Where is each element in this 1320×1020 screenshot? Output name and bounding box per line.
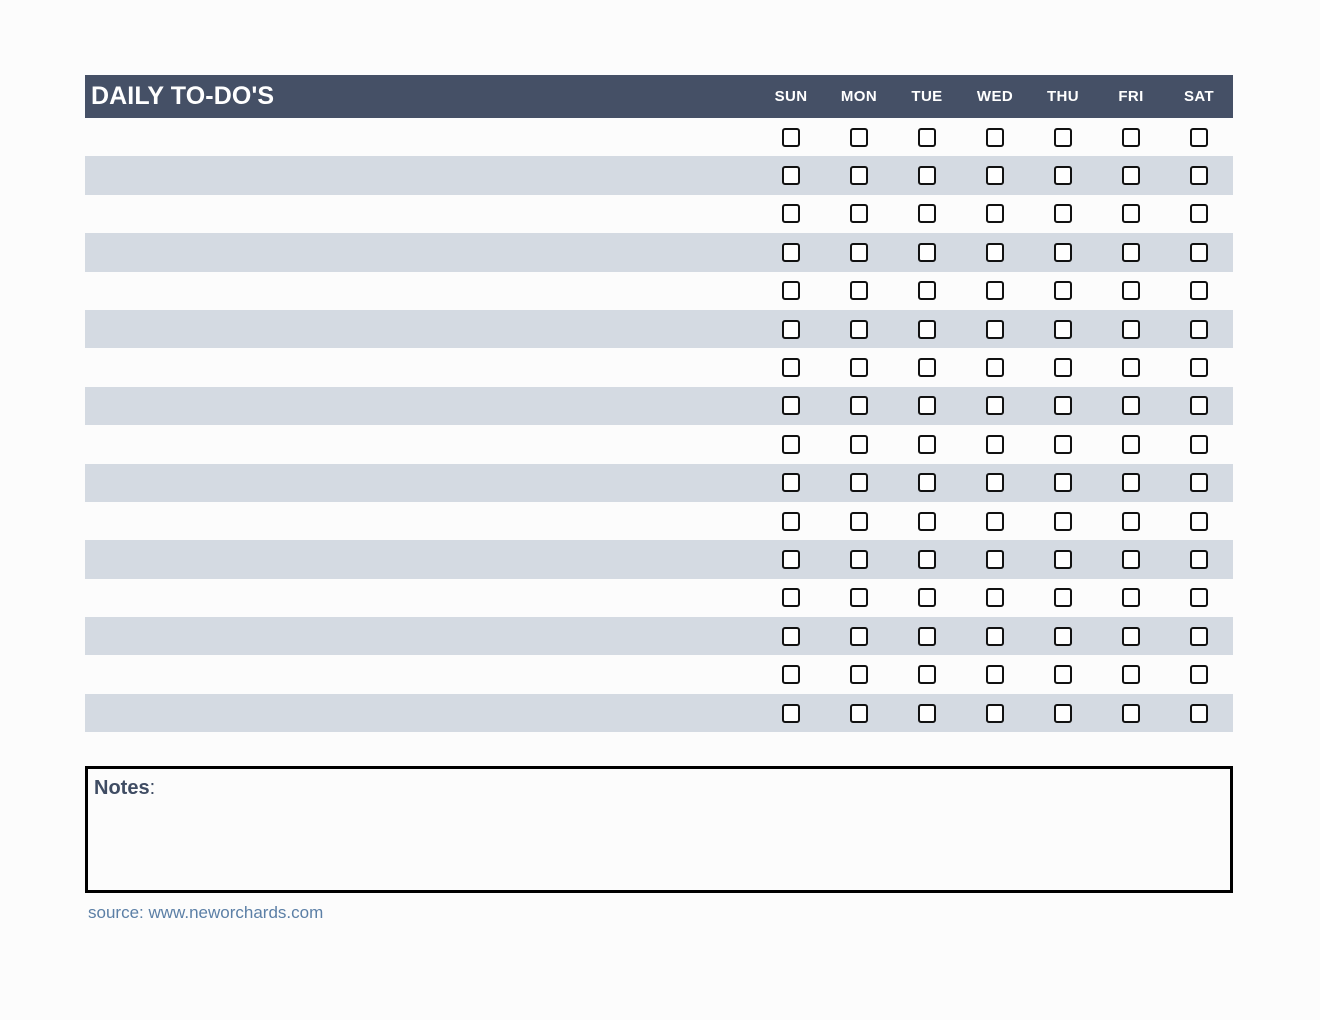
checkbox-cell-sun[interactable]: [757, 665, 825, 684]
checkbox-cell-sat[interactable]: [1165, 243, 1233, 262]
checkbox-icon[interactable]: [918, 320, 936, 339]
checkbox-cell-thu[interactable]: [1029, 550, 1097, 569]
checkbox-group: [757, 272, 1233, 310]
checkbox-cell-fri[interactable]: [1097, 665, 1165, 684]
checkbox-cell-fri[interactable]: [1097, 473, 1165, 492]
checkbox-cell-sun[interactable]: [757, 243, 825, 262]
checkbox-group: [757, 579, 1233, 617]
checkbox-icon[interactable]: [782, 204, 800, 223]
checkbox-icon[interactable]: [1054, 281, 1072, 300]
checkbox-cell-sat[interactable]: [1165, 550, 1233, 569]
table-row: [85, 694, 1233, 732]
checkbox-cell-wed[interactable]: [961, 281, 1029, 300]
checkbox-cell-fri[interactable]: [1097, 588, 1165, 607]
checkbox-cell-fri[interactable]: [1097, 550, 1165, 569]
checkbox-icon[interactable]: [782, 396, 800, 415]
checkbox-icon[interactable]: [918, 704, 936, 723]
daily-todo-table: [85, 75, 1233, 732]
checkbox-group: [757, 655, 1233, 693]
checkbox-icon[interactable]: [850, 550, 868, 569]
checkbox-cell-tue[interactable]: [893, 473, 961, 492]
checkbox-cell-sun[interactable]: [757, 204, 825, 223]
checkbox-icon[interactable]: [1122, 435, 1140, 454]
checkbox-cell-sat[interactable]: [1165, 588, 1233, 607]
notes-label-text: Notes: [94, 777, 150, 799]
checkbox-cell-thu[interactable]: [1029, 320, 1097, 339]
checkbox-icon[interactable]: [850, 473, 868, 492]
task-input[interactable]: [85, 540, 757, 578]
checkbox-icon[interactable]: [782, 512, 800, 531]
table-row: [85, 156, 1233, 194]
checkbox-cell-thu[interactable]: [1029, 166, 1097, 185]
table-header-bar: [85, 75, 1233, 118]
checkbox-icon[interactable]: [1122, 243, 1140, 262]
checkbox-icon[interactable]: [918, 243, 936, 262]
checkbox-group: [757, 156, 1233, 194]
checkbox-icon[interactable]: [850, 704, 868, 723]
checkbox-icon[interactable]: [1054, 243, 1072, 262]
table-row: [85, 425, 1233, 463]
source-attribution: source: www.neworchards.com: [88, 903, 324, 922]
checkbox-cell-sat[interactable]: [1165, 396, 1233, 415]
checkbox-cell-sat[interactable]: [1165, 627, 1233, 646]
checkbox-cell-mon[interactable]: [825, 550, 893, 569]
task-input[interactable]: [85, 655, 757, 693]
table-row: [85, 464, 1233, 502]
checkbox-cell-wed[interactable]: [961, 550, 1029, 569]
checkbox-icon[interactable]: [1190, 512, 1208, 531]
checkbox-cell-sat[interactable]: [1165, 473, 1233, 492]
checkbox-cell-sun[interactable]: [757, 281, 825, 300]
checkbox-cell-sat[interactable]: [1165, 512, 1233, 531]
checkbox-cell-sat[interactable]: [1165, 281, 1233, 300]
checkbox-cell-thu[interactable]: [1029, 627, 1097, 646]
checkbox-cell-sun[interactable]: [757, 128, 825, 147]
checkbox-cell-mon[interactable]: [825, 320, 893, 339]
checkbox-icon[interactable]: [782, 550, 800, 569]
checkbox-icon[interactable]: [850, 512, 868, 531]
checkbox-icon[interactable]: [986, 281, 1004, 300]
checkbox-icon[interactable]: [1054, 512, 1072, 531]
checkbox-icon[interactable]: [782, 358, 800, 377]
task-input[interactable]: [85, 195, 757, 233]
checkbox-icon[interactable]: [850, 665, 868, 684]
checkbox-cell-wed[interactable]: [961, 627, 1029, 646]
checkbox-icon[interactable]: [918, 128, 936, 147]
checkbox-icon[interactable]: [986, 128, 1004, 147]
checkbox-icon[interactable]: [1054, 166, 1072, 185]
checkbox-icon[interactable]: [850, 627, 868, 646]
checkbox-cell-wed[interactable]: [961, 166, 1029, 185]
checkbox-icon[interactable]: [1122, 281, 1140, 300]
checkbox-icon[interactable]: [850, 166, 868, 185]
checkbox-icon[interactable]: [1190, 473, 1208, 492]
checkbox-cell-sun[interactable]: [757, 512, 825, 531]
checkbox-cell-sat[interactable]: [1165, 358, 1233, 377]
checkbox-cell-fri[interactable]: [1097, 204, 1165, 223]
checkbox-cell-tue[interactable]: [893, 396, 961, 415]
checkbox-cell-wed[interactable]: [961, 704, 1029, 723]
checkbox-cell-mon[interactable]: [825, 665, 893, 684]
checkbox-icon[interactable]: [850, 435, 868, 454]
checkbox-icon[interactable]: [986, 473, 1004, 492]
checkbox-cell-sun[interactable]: [757, 588, 825, 607]
checkbox-icon[interactable]: [1122, 550, 1140, 569]
table-row: [85, 233, 1233, 271]
checkbox-icon[interactable]: [918, 627, 936, 646]
checkbox-cell-fri[interactable]: [1097, 512, 1165, 531]
checkbox-cell-thu[interactable]: [1029, 243, 1097, 262]
table-row: [85, 655, 1233, 693]
task-input[interactable]: [85, 272, 757, 310]
checkbox-cell-mon[interactable]: [825, 704, 893, 723]
checkbox-icon[interactable]: [850, 588, 868, 607]
checkbox-cell-wed[interactable]: [961, 588, 1029, 607]
day-column-header-mon: MON: [840, 88, 878, 105]
task-input[interactable]: [85, 387, 757, 425]
checkbox-icon[interactable]: [1054, 627, 1072, 646]
task-input[interactable]: [85, 502, 757, 540]
checkbox-group: [757, 118, 1233, 156]
checkbox-cell-tue[interactable]: [893, 204, 961, 223]
checkbox-cell-thu[interactable]: [1029, 473, 1097, 492]
checkbox-icon[interactable]: [1054, 320, 1072, 339]
checkbox-icon[interactable]: [986, 588, 1004, 607]
checkbox-icon[interactable]: [1122, 320, 1140, 339]
table-row: [85, 195, 1233, 233]
checkbox-cell-tue[interactable]: [893, 435, 961, 454]
checkbox-cell-sun[interactable]: [757, 396, 825, 415]
checkbox-cell-thu[interactable]: [1029, 512, 1097, 531]
table-row: [85, 617, 1233, 655]
checkbox-cell-mon[interactable]: [825, 358, 893, 377]
checkbox-icon[interactable]: [986, 204, 1004, 223]
checkbox-group: [757, 195, 1233, 233]
checkbox-icon[interactable]: [850, 243, 868, 262]
task-input[interactable]: [85, 348, 757, 386]
checkbox-cell-wed[interactable]: [961, 435, 1029, 454]
checkbox-icon[interactable]: [1122, 627, 1140, 646]
table-row: [85, 579, 1233, 617]
checkbox-icon[interactable]: [850, 358, 868, 377]
checkbox-icon[interactable]: [1054, 473, 1072, 492]
checkbox-icon[interactable]: [1190, 358, 1208, 377]
checkbox-cell-sat[interactable]: [1165, 665, 1233, 684]
checkbox-cell-mon[interactable]: [825, 281, 893, 300]
task-input[interactable]: [85, 233, 757, 271]
day-column-header-wed: WED: [976, 88, 1014, 105]
checkbox-cell-mon[interactable]: [825, 204, 893, 223]
checkbox-icon[interactable]: [986, 435, 1004, 454]
checkbox-icon[interactable]: [850, 128, 868, 147]
notes-label: [88, 769, 1230, 800]
checkbox-cell-fri[interactable]: [1097, 281, 1165, 300]
checkbox-cell-sun[interactable]: [757, 435, 825, 454]
checkbox-cell-mon[interactable]: [825, 473, 893, 492]
checkbox-icon[interactable]: [1122, 128, 1140, 147]
checkbox-icon[interactable]: [850, 396, 868, 415]
checkbox-cell-sat[interactable]: [1165, 320, 1233, 339]
day-column-header-thu: THU: [1046, 88, 1080, 105]
table-row: [85, 502, 1233, 540]
checkbox-cell-wed[interactable]: [961, 320, 1029, 339]
checkbox-icon[interactable]: [1190, 665, 1208, 684]
checkbox-cell-sat[interactable]: [1165, 128, 1233, 147]
checkbox-cell-thu[interactable]: [1029, 128, 1097, 147]
checkbox-icon[interactable]: [1054, 665, 1072, 684]
checkbox-group: [757, 617, 1233, 655]
checkbox-cell-tue[interactable]: [893, 588, 961, 607]
checkbox-icon[interactable]: [918, 358, 936, 377]
checkbox-icon[interactable]: [1190, 435, 1208, 454]
checkbox-icon[interactable]: [918, 435, 936, 454]
checkbox-icon[interactable]: [986, 512, 1004, 531]
checkbox-group: [757, 387, 1233, 425]
notes-label-colon: :: [149, 777, 156, 799]
checkbox-cell-fri[interactable]: [1097, 396, 1165, 415]
checkbox-cell-wed[interactable]: [961, 396, 1029, 415]
checkbox-icon[interactable]: [1122, 588, 1140, 607]
checkbox-cell-tue[interactable]: [893, 243, 961, 262]
checkbox-group: [757, 502, 1233, 540]
checkbox-cell-tue[interactable]: [893, 128, 961, 147]
checkbox-cell-sun[interactable]: [757, 166, 825, 185]
checkbox-icon[interactable]: [986, 550, 1004, 569]
checkbox-icon[interactable]: [1190, 128, 1208, 147]
checkbox-icon[interactable]: [918, 396, 936, 415]
checkbox-icon[interactable]: [1190, 243, 1208, 262]
checkbox-cell-thu[interactable]: [1029, 435, 1097, 454]
checkbox-icon[interactable]: [1122, 473, 1140, 492]
checkbox-icon[interactable]: [1190, 627, 1208, 646]
checkbox-cell-thu[interactable]: [1029, 281, 1097, 300]
checkbox-cell-mon[interactable]: [825, 627, 893, 646]
checkbox-cell-fri[interactable]: [1097, 166, 1165, 185]
checkbox-icon[interactable]: [1190, 396, 1208, 415]
day-header-group: [757, 88, 1233, 105]
task-input[interactable]: [85, 156, 757, 194]
checkbox-icon[interactable]: [986, 320, 1004, 339]
checkbox-icon[interactable]: [986, 166, 1004, 185]
checkbox-cell-sun[interactable]: [757, 320, 825, 339]
checkbox-cell-sun[interactable]: [757, 473, 825, 492]
table-row: [85, 348, 1233, 386]
checkbox-cell-mon[interactable]: [825, 396, 893, 415]
day-column-header-sat: SAT: [1183, 88, 1215, 105]
checkbox-cell-fri[interactable]: [1097, 358, 1165, 377]
checkbox-icon[interactable]: [850, 320, 868, 339]
table-row: [85, 310, 1233, 348]
checkbox-cell-wed[interactable]: [961, 665, 1029, 684]
checkbox-cell-sat[interactable]: [1165, 435, 1233, 454]
table-body: [85, 118, 1233, 732]
notes-box[interactable]: [85, 766, 1233, 893]
checkbox-icon[interactable]: [782, 627, 800, 646]
task-input[interactable]: [85, 118, 757, 156]
checkbox-icon[interactable]: [1054, 704, 1072, 723]
checkbox-icon[interactable]: [1190, 320, 1208, 339]
checkbox-icon[interactable]: [1122, 166, 1140, 185]
checkbox-icon[interactable]: [986, 396, 1004, 415]
checkbox-cell-wed[interactable]: [961, 473, 1029, 492]
checkbox-icon[interactable]: [1122, 512, 1140, 531]
checkbox-cell-wed[interactable]: [961, 512, 1029, 531]
checkbox-group: [757, 233, 1233, 271]
checkbox-group: [757, 425, 1233, 463]
checkbox-icon[interactable]: [986, 627, 1004, 646]
checkbox-cell-mon[interactable]: [825, 166, 893, 185]
checkbox-cell-thu[interactable]: [1029, 665, 1097, 684]
checkbox-icon[interactable]: [1054, 128, 1072, 147]
checkbox-group: [757, 694, 1233, 732]
checkbox-icon[interactable]: [1054, 204, 1072, 223]
checkbox-cell-tue[interactable]: [893, 627, 961, 646]
checkbox-icon[interactable]: [1054, 588, 1072, 607]
checkbox-icon[interactable]: [1122, 665, 1140, 684]
checkbox-icon[interactable]: [1190, 588, 1208, 607]
table-row: [85, 540, 1233, 578]
day-column-header-fri: FRI: [1118, 88, 1144, 105]
checkbox-cell-tue[interactable]: [893, 512, 961, 531]
checkbox-group: [757, 310, 1233, 348]
checkbox-cell-mon[interactable]: [825, 435, 893, 454]
checkbox-icon[interactable]: [1122, 396, 1140, 415]
checkbox-cell-sat[interactable]: [1165, 166, 1233, 185]
checkbox-cell-fri[interactable]: [1097, 627, 1165, 646]
checkbox-icon[interactable]: [1190, 550, 1208, 569]
table-row: [85, 387, 1233, 425]
checkbox-cell-mon[interactable]: [825, 588, 893, 607]
checkbox-cell-fri[interactable]: [1097, 704, 1165, 723]
checkbox-icon[interactable]: [918, 204, 936, 223]
checkbox-icon[interactable]: [918, 550, 936, 569]
task-input[interactable]: [85, 617, 757, 655]
checkbox-cell-tue[interactable]: [893, 358, 961, 377]
task-input[interactable]: [85, 464, 757, 502]
checkbox-icon[interactable]: [986, 243, 1004, 262]
checkbox-icon[interactable]: [850, 204, 868, 223]
checkbox-icon[interactable]: [986, 704, 1004, 723]
checkbox-icon[interactable]: [1190, 166, 1208, 185]
page-title: DAILY TO-DO'S: [91, 82, 275, 110]
checkbox-icon[interactable]: [782, 588, 800, 607]
day-column-header-sun: SUN: [774, 88, 808, 105]
checkbox-icon[interactable]: [1054, 396, 1072, 415]
checkbox-cell-sat[interactable]: [1165, 704, 1233, 723]
checkbox-cell-thu[interactable]: [1029, 588, 1097, 607]
checkbox-cell-thu[interactable]: [1029, 204, 1097, 223]
checkbox-cell-mon[interactable]: [825, 512, 893, 531]
checkbox-cell-fri[interactable]: [1097, 320, 1165, 339]
checkbox-cell-wed[interactable]: [961, 128, 1029, 147]
day-column-header-tue: TUE: [911, 88, 943, 105]
checkbox-icon[interactable]: [782, 243, 800, 262]
checkbox-cell-tue[interactable]: [893, 550, 961, 569]
checkbox-cell-tue[interactable]: [893, 281, 961, 300]
checkbox-icon[interactable]: [918, 166, 936, 185]
checkbox-icon[interactable]: [782, 704, 800, 723]
checkbox-cell-tue[interactable]: [893, 166, 961, 185]
checkbox-icon[interactable]: [782, 166, 800, 185]
checkbox-cell-thu[interactable]: [1029, 704, 1097, 723]
checkbox-cell-thu[interactable]: [1029, 396, 1097, 415]
checkbox-icon[interactable]: [918, 665, 936, 684]
checkbox-cell-sun[interactable]: [757, 704, 825, 723]
checkbox-icon[interactable]: [782, 473, 800, 492]
checkbox-icon[interactable]: [1190, 204, 1208, 223]
checkbox-icon[interactable]: [986, 665, 1004, 684]
checkbox-cell-tue[interactable]: [893, 704, 961, 723]
checkbox-cell-wed[interactable]: [961, 243, 1029, 262]
checkbox-cell-sun[interactable]: [757, 358, 825, 377]
checkbox-icon[interactable]: [986, 358, 1004, 377]
checkbox-group: [757, 464, 1233, 502]
checkbox-group: [757, 540, 1233, 578]
task-input[interactable]: [85, 694, 757, 732]
checkbox-cell-sun[interactable]: [757, 627, 825, 646]
checkbox-cell-tue[interactable]: [893, 665, 961, 684]
checkbox-cell-fri[interactable]: [1097, 435, 1165, 454]
checkbox-cell-fri[interactable]: [1097, 128, 1165, 147]
checkbox-cell-fri[interactable]: [1097, 243, 1165, 262]
checkbox-icon[interactable]: [1190, 704, 1208, 723]
checkbox-icon[interactable]: [918, 588, 936, 607]
checkbox-icon[interactable]: [918, 281, 936, 300]
checkbox-cell-mon[interactable]: [825, 243, 893, 262]
checkbox-icon[interactable]: [782, 281, 800, 300]
checkbox-icon[interactable]: [782, 665, 800, 684]
checkbox-icon[interactable]: [918, 473, 936, 492]
task-input[interactable]: [85, 310, 757, 348]
checkbox-icon[interactable]: [850, 281, 868, 300]
table-row: [85, 118, 1233, 156]
checkbox-icon[interactable]: [1190, 281, 1208, 300]
checkbox-icon[interactable]: [1122, 704, 1140, 723]
task-input[interactable]: [85, 425, 757, 463]
checkbox-cell-mon[interactable]: [825, 128, 893, 147]
checkbox-icon[interactable]: [1122, 204, 1140, 223]
checkbox-cell-sat[interactable]: [1165, 204, 1233, 223]
task-input[interactable]: [85, 579, 757, 617]
checkbox-cell-tue[interactable]: [893, 320, 961, 339]
checkbox-icon[interactable]: [1054, 550, 1072, 569]
checkbox-icon[interactable]: [782, 128, 800, 147]
checkbox-icon[interactable]: [782, 320, 800, 339]
checkbox-icon[interactable]: [1122, 358, 1140, 377]
checkbox-icon[interactable]: [1054, 358, 1072, 377]
table-row: [85, 272, 1233, 310]
checkbox-cell-wed[interactable]: [961, 358, 1029, 377]
checkbox-cell-sun[interactable]: [757, 550, 825, 569]
checkbox-group: [757, 348, 1233, 386]
checkbox-icon[interactable]: [918, 512, 936, 531]
checkbox-icon[interactable]: [1054, 435, 1072, 454]
checkbox-cell-wed[interactable]: [961, 204, 1029, 223]
checkbox-icon[interactable]: [782, 435, 800, 454]
checkbox-cell-thu[interactable]: [1029, 358, 1097, 377]
